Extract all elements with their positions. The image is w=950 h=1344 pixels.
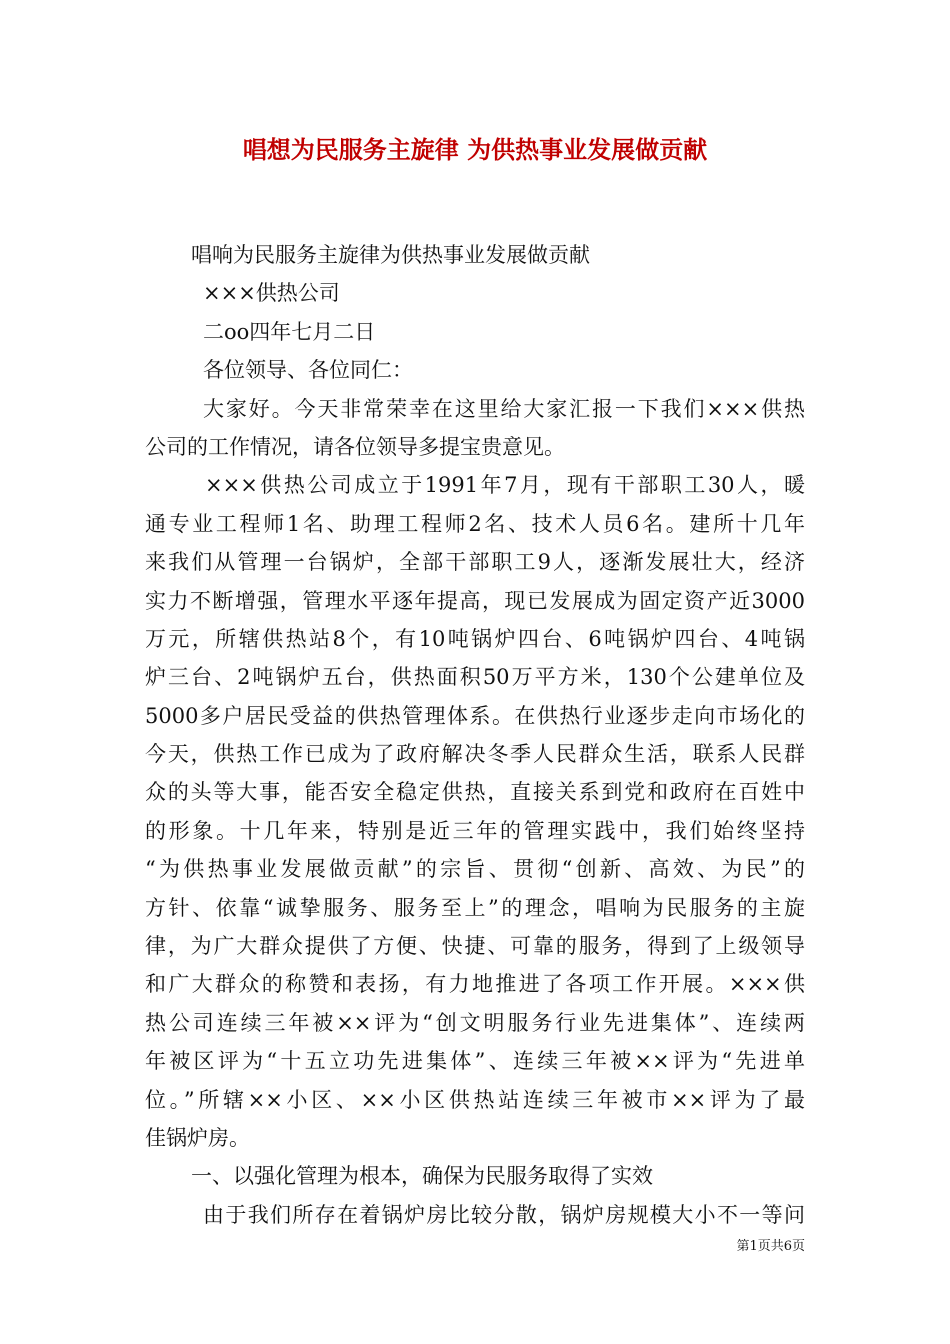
salutation-line: 各位领导、各位同仁：: [203, 358, 413, 383]
paragraph-line: 通专业工程师1名、助理工程师2名、技术人员6名。建所十几年: [145, 511, 805, 536]
paragraph-line: 大家好。今天非常荣幸在这里给大家汇报一下我们×××供热: [203, 396, 805, 421]
document-body: [145, 236, 805, 1234]
paragraph-line: 来我们从管理一台锅炉，全部干部职工9人，逐渐发展壮大，经济: [145, 550, 805, 575]
date-line: 二oo四年七月二日: [203, 319, 376, 344]
paragraph-line: 和广大群众的称赞和表扬，有力地推进了各项工作开展。×××供: [145, 972, 805, 997]
paragraph-line: 的形象。十几年来，特别是近三年的管理实践中，我们始终坚持: [145, 818, 805, 843]
paragraph-line: 万元，所辖供热站8个，有10吨锅炉四台、6吨锅炉四台、4吨锅: [145, 626, 805, 651]
document-title: 唱想为民服务主旋律 为供热事业发展做贡献: [242, 136, 708, 164]
paragraph-line: 热公司连续三年被××评为“创文明服务行业先进集体”、连续两: [145, 1010, 805, 1035]
paragraph-line: 律，为广大群众提供了方便、快捷、可靠的服务，得到了上级领导: [145, 934, 805, 959]
subtitle-line: 唱响为民服务主旋律为供热事业发展做贡献: [191, 243, 590, 267]
company-line: ×××供热公司: [203, 281, 340, 306]
paragraph-line: 炉三台、2吨锅炉五台，供热面积50万平方米，130个公建单位及: [145, 665, 805, 690]
paragraph-line: 由于我们所存在着锅炉房比较分散，锅炉房规模大小不一等问: [203, 1202, 805, 1227]
paragraph-line: 佳锅炉房。: [145, 1125, 250, 1150]
page-number: 第1页共6页: [736, 1239, 805, 1254]
paragraph-line: 实力不断增强，管理水平逐年提高，现已发展成为固定资产近3000: [145, 588, 805, 613]
section-heading: 一、以强化管理为根本，确保为民服务取得了实效: [191, 1164, 653, 1189]
paragraph-line: ×××供热公司成立于1991年7月，现有干部职工30人，暖: [205, 473, 805, 498]
paragraph-line: 年被区评为“十五立功先进集体”、连续三年被××评为“先进单: [145, 1049, 805, 1074]
paragraph-line: 5000多户居民受益的供热管理体系。在供热行业逐步走向市场化的: [145, 703, 805, 728]
paragraph-line: 方针、依靠“诚挚服务、服务至上”的理念，唱响为民服务的主旋: [145, 895, 805, 920]
paragraph-line: 位。”所辖××小区、××小区供热站连续三年被市××评为了最: [145, 1087, 805, 1112]
paragraph-line: 今天，供热工作已成为了政府解决冬季人民群众生活，联系人民群: [145, 742, 805, 767]
paragraph-line: 众的头等大事，能否安全稳定供热，直接关系到党和政府在百姓中: [145, 780, 805, 805]
paragraph-line: “为供热事业发展做贡献”的宗旨、贯彻“创新、高效、为民”的: [145, 857, 805, 882]
paragraph-line: 公司的工作情况，请各位领导多提宝贵意见。: [145, 434, 565, 459]
